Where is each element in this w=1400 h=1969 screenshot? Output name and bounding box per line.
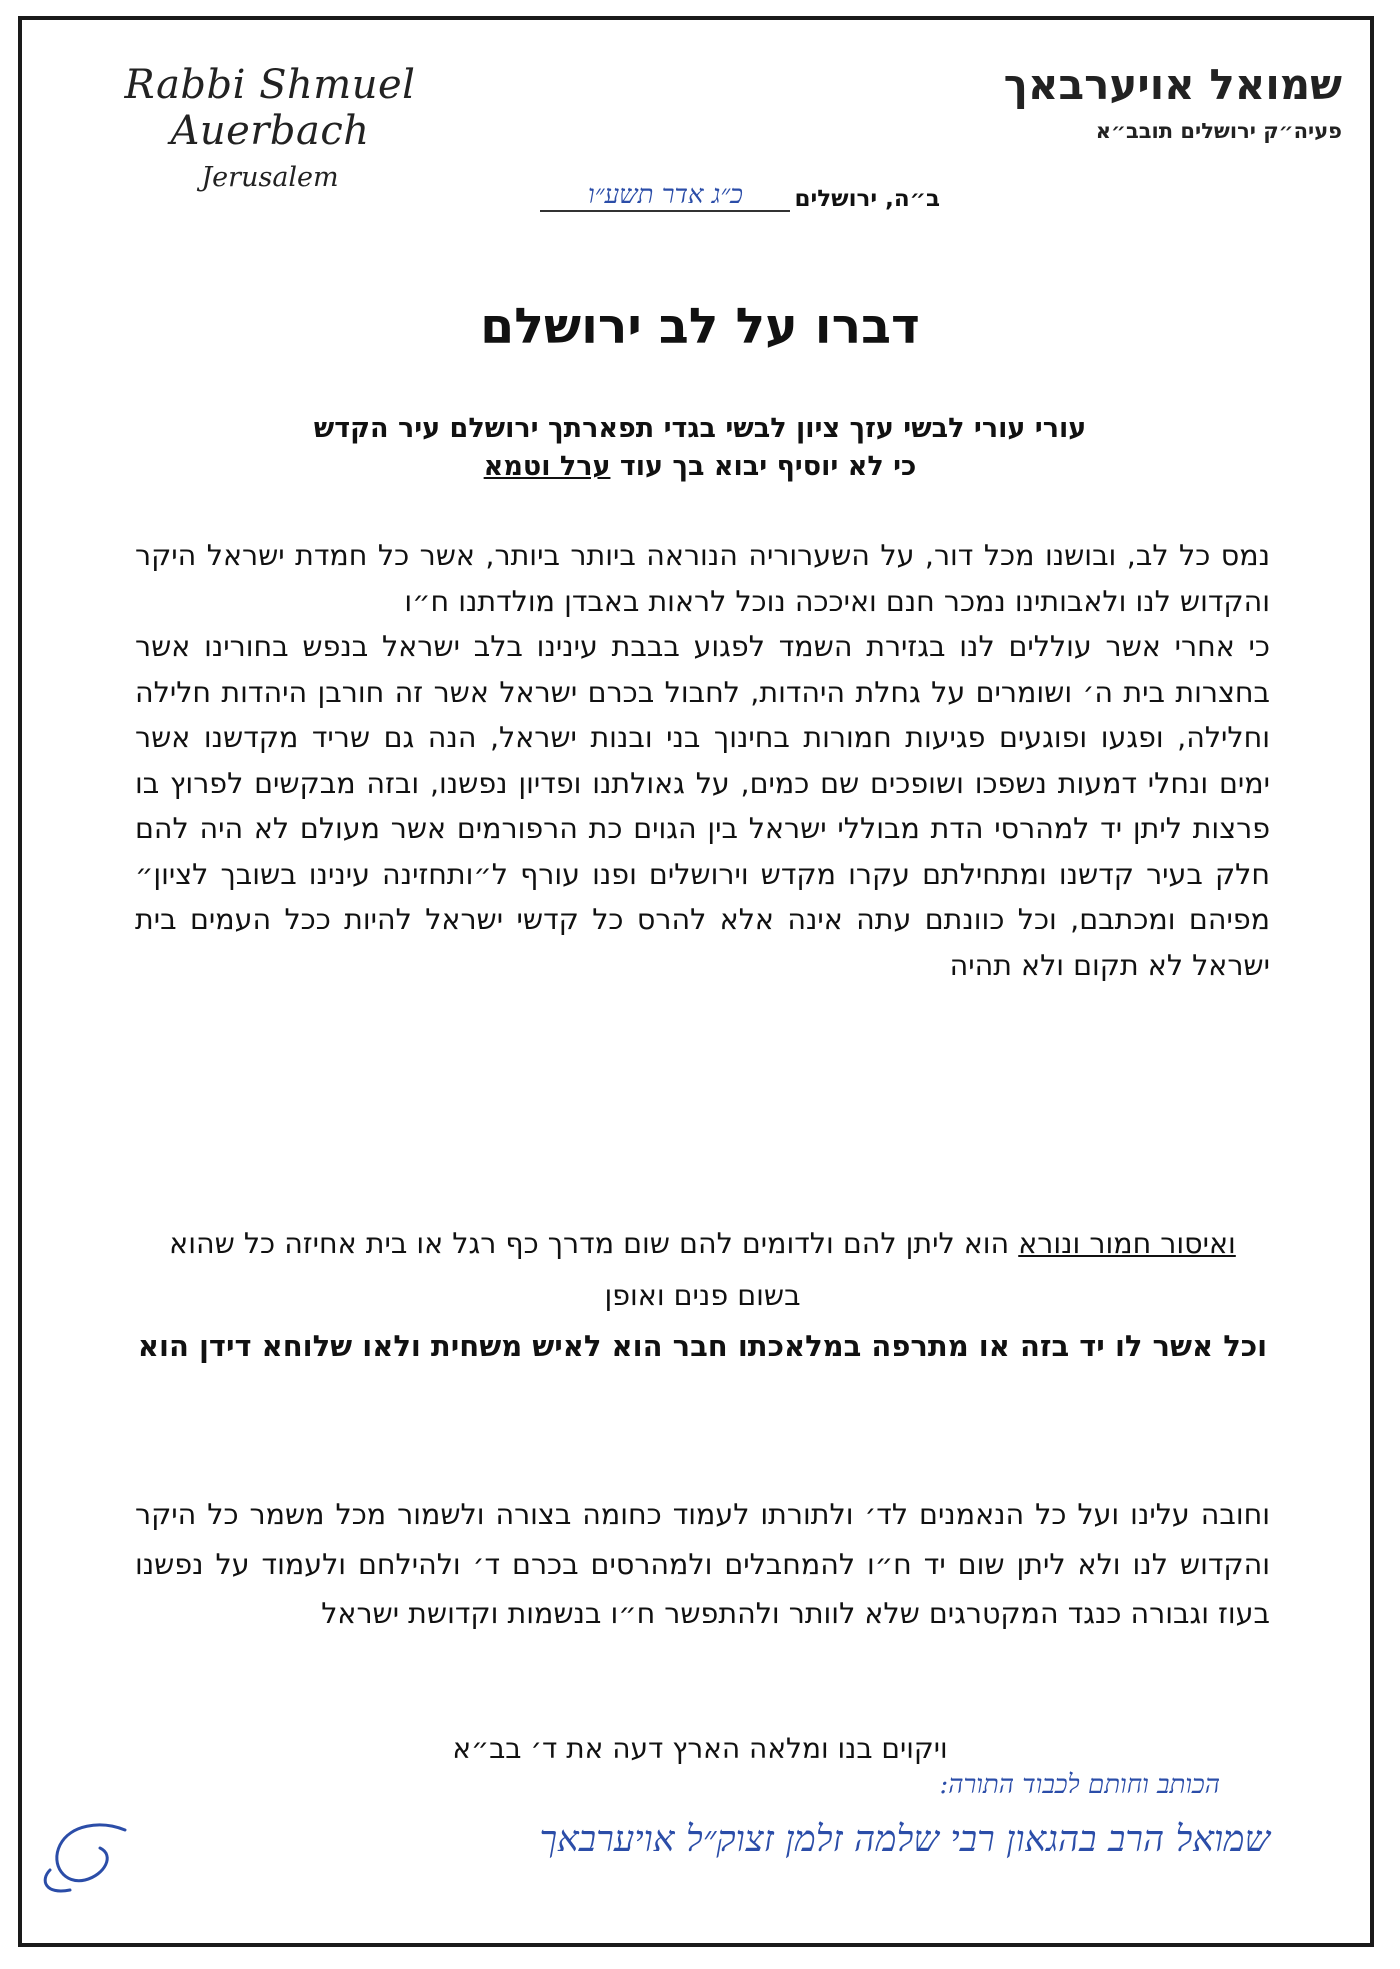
signature-flourish-icon <box>30 1810 140 1900</box>
paragraph-1-part-a: נמס כל לב, ובושנו מכל דור, על השערוריה הנוראה ביותר ביותר, אשר כל חמדת ישראל היקר והקדוש לנו ולאבותינו נמכר חנם ואיככה נוכל לראות באבדן מולדתנו ח״ו <box>135 539 1270 618</box>
subtitle <box>0 410 1400 486</box>
hebrew-name: שמואל אויערבאך <box>1003 60 1342 109</box>
subtitle-line-2-underlined: ערל וטמא <box>483 451 611 482</box>
paragraph-4: וחובה עלינו ועל כל הנאמנים לד׳ ולתורתו לעמוד כחומה בצורה ולשמור מכל משמר כל היקר והקדוש לנו ולא ליתן שום יד ח״ו להמחבלים ולמהרסים בכרם ד׳ ולהילחם ולעמוד על נפשנו בעוז וגבורה כנגד המקטרגים שלא לוותר ולהתפשר ח״ו בנשמות וקדושת ישראל <box>135 1498 1270 1630</box>
document-title: דברו על לב ירושלם <box>480 298 920 355</box>
english-name: Rabbi Shmuel Auerbach <box>124 62 416 154</box>
english-city: Jerusalem <box>201 162 339 193</box>
english-letterhead <box>50 62 490 193</box>
subtitle-line-2-prefix: כי לא יוסיף יבוא בך עוד <box>619 451 917 482</box>
date-label: ב״ה, ירושלים <box>794 186 940 212</box>
paragraph-2-rest: הוא ליתן להם ולדומים להם שום מדרך כף רגל או בית אחיזה כל שהוא בשום פנים ואופן <box>169 1227 1010 1312</box>
dateline <box>540 180 940 212</box>
paragraph-1-part-b: כי אחרי אשר עוללים לנו בגזירת השמד לפגוע בבבת עינינו בלב ישראל בנפש בחורינו אשר בחצרות בית ה׳ ושומרים על גחלת היהדות, לחבול בכרם ישראל אשר זה חורבן היהדות חלילה וחלילה, ופגעו ופוגעים פגיעות חמורות בחינוך בני ובנות ישראל, הנה גם שריד מקדשנו אשר ימים ונחלי דמעות נשפכו ושופכים שם כמים, על גאולתנו ופדיון נפשנו, ובזה מבקשים לפרוץ בו פרצות ליתן יד למהרסי הדת מבוללי ישראל בין הגוים כת הרפורמים אשר מעולם לא היה להם חלק בעיר קדשנו ומתחילתם עקרו מקדש וירושלים ופנו עורף ל״ותחזינה עינינו בשובך לציון״ מפיהם ומכתבם, וכל כוונתם עתה אינה אלא להרס כל קדשי ישראל להיות ככל העמים בית ישראל לא תקום ולא תהיה <box>135 630 1270 982</box>
paragraph-2 <box>135 1218 1270 1322</box>
signature-line-1: הכותב וחותם לכבוד התורה: <box>939 1770 1220 1800</box>
signature-line-2: שמואל הרב בהגאון רבי שלמה זלמן זצוק״ל אויערבאך <box>539 1819 1270 1860</box>
subtitle-line-1: עורי עורי לבשי עזך ציון לבשי בגדי תפארתך ירושלם עיר הקדש <box>313 413 1087 444</box>
hebrew-letterhead <box>882 60 1342 143</box>
closing-line: ויקוים בנו ומלאה הארץ דעה את ד׳ בב״א <box>452 1732 948 1765</box>
handwritten-date: כ״ג אדר תשע״ו <box>540 180 790 212</box>
paragraph-1 <box>135 533 1270 988</box>
hebrew-city: פעיה״ק ירושלים תובב״א <box>1095 119 1342 143</box>
subtitle-line-2 <box>0 448 1400 486</box>
paragraph-2-underlined: ואיסור חמור ונורא <box>1018 1227 1236 1260</box>
paragraph-3-bold: וכל אשר לו יד בזה או מתרפה במלאכתו חבר הוא לאיש משחית ולאו שלוחא דידן הוא <box>137 1329 1268 1363</box>
